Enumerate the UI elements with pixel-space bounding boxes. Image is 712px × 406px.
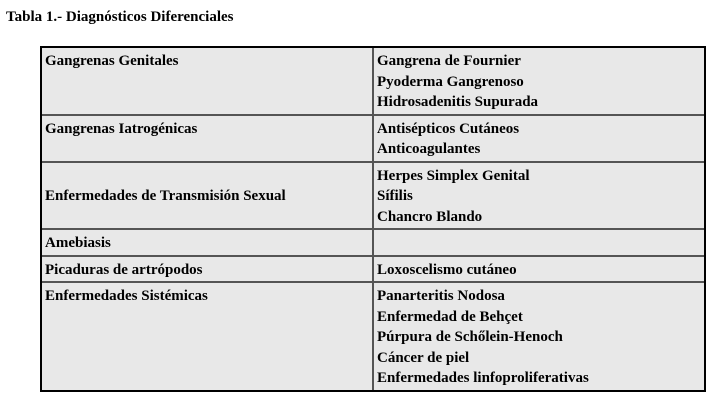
table-caption: Tabla 1.- Diagnósticos Diferenciales (6, 9, 234, 25)
item-label: Panarteritis Nodosa (377, 288, 505, 304)
item-label: Antisépticos Cutáneos (377, 120, 520, 137)
category-cell (42, 230, 374, 255)
category-label: Enfermedades Sistémicas (45, 288, 208, 304)
items-cell (374, 48, 704, 114)
item-label: Anticoagulantes (377, 141, 481, 157)
category-label: Gangrenas Iatrogénicas (45, 120, 198, 137)
items-cell (374, 116, 704, 161)
item-label: Chancro Blando (377, 208, 483, 225)
category-label: Picaduras de artrópodos (45, 261, 203, 278)
item-label: Sífilis (377, 188, 413, 204)
table-row (42, 230, 704, 257)
items-cell (374, 230, 704, 255)
table-row (42, 48, 704, 116)
category-label: Gangrenas Genitales (45, 53, 179, 69)
table-row (42, 163, 704, 231)
items-cell (374, 283, 704, 390)
item-label: Hidrosadenitis Supurada (377, 94, 539, 110)
category-cell (42, 163, 374, 229)
empty-item (377, 233, 700, 254)
items-cell (374, 163, 704, 229)
item-label: Enfermedades linfoproliferativas (377, 370, 589, 386)
category-cell (42, 116, 374, 161)
table-row (42, 116, 704, 163)
differential-diagnosis-table (40, 46, 706, 392)
category-cell (42, 257, 374, 282)
category-cell (42, 48, 374, 114)
item-label: Gangrena de Fournier (377, 53, 521, 69)
category-label: Amebiasis (45, 235, 111, 251)
item-label: Herpes Simplex Genital (377, 167, 530, 184)
item-label: Loxoscelismo cutáneo (377, 261, 517, 278)
item-label: Pyoderma Gangrenoso (377, 73, 524, 90)
category-cell (42, 283, 374, 390)
item-label: Enfermedad de Behçet (377, 308, 523, 325)
table-row (42, 257, 704, 284)
category-label: Enfermedades de Transmisión Sexual (45, 188, 286, 204)
table-row (42, 283, 704, 392)
items-cell (374, 257, 704, 282)
item-label: Cáncer de piel (377, 349, 470, 366)
item-label: Púrpura de Schőlein-Henoch (377, 329, 563, 345)
